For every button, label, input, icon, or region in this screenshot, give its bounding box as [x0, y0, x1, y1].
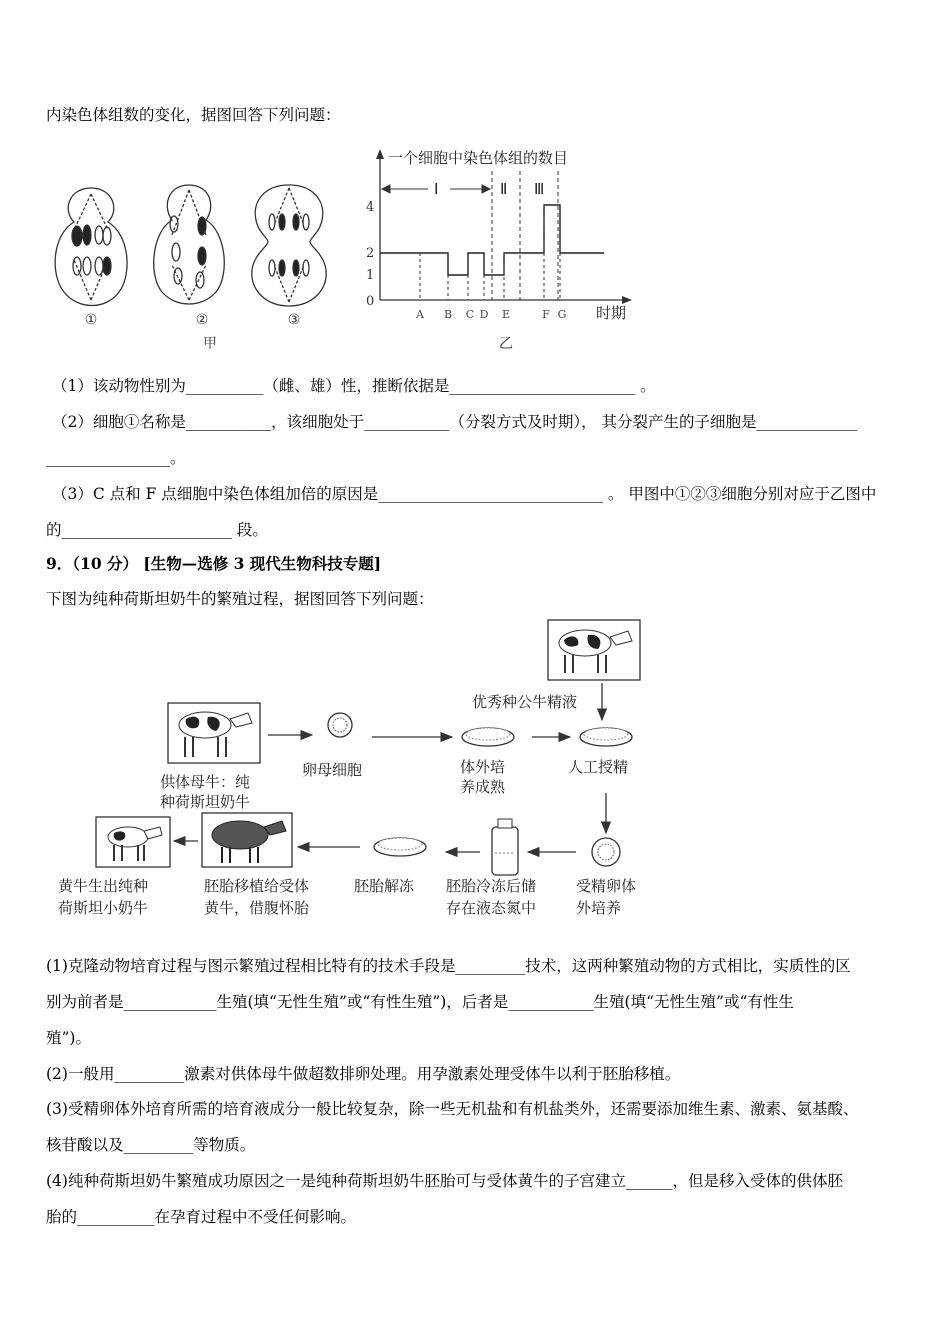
point-D: D — [479, 308, 489, 321]
part-1-line1: (1)克隆动物培育过程与图示繁殖过程相比特有的技术手段是_________技术，这两种繁殖动物的方式相比，实质性的区 — [46, 957, 851, 975]
part-4-line1: (4)纯种荷斯坦奶牛繁殖成功原因之一是纯种荷斯坦奶牛胚胎可与受体黄牛的子宫建立______，但是移入受体的供体胚 — [46, 1172, 843, 1190]
freeze-label-2: 存在液态氮中 — [446, 899, 537, 917]
cell-3-illustration — [252, 185, 326, 306]
ytick-4: 4 — [366, 200, 375, 215]
figure-jia-caption: 甲 — [203, 336, 217, 352]
bull-image — [548, 620, 640, 680]
calf-label-1: 黄牛生出纯种 — [58, 877, 149, 895]
dish-mature-icon — [462, 728, 514, 746]
x-axis-arrow — [622, 296, 632, 304]
donor-cow-image — [168, 703, 260, 763]
donor-label-1: 供体母牛：纯 — [160, 773, 251, 791]
ytick-0: 0 — [366, 294, 375, 309]
calf-label-2: 荷斯坦小奶牛 — [58, 899, 149, 917]
culture-label-1: 受精卵体 — [576, 877, 637, 895]
cell-2-illustration — [154, 185, 225, 304]
bull-semen-label: 优秀种公牛精液 — [472, 693, 578, 711]
oocyte-label: 卵母细胞 — [302, 761, 363, 779]
thaw-label: 胚胎解冻 — [354, 877, 415, 895]
point-A: A — [416, 308, 424, 321]
question-2-line2: ________________。 — [46, 449, 186, 467]
dish-thaw-icon — [374, 838, 426, 856]
part-1-line2: 别为前者是____________生殖(填“无性生殖”或“有性生殖”)，后者是___________生殖(填“无性生殖”或“有性生 — [46, 993, 794, 1011]
part-1-line3: 殖”)。 — [46, 1029, 91, 1047]
transfer-label-2: 黄牛，借腹怀胎 — [204, 899, 310, 917]
question-3-line1: （3）C 点和 F 点细胞中染色体组加倍的原因是_____________________________ 。 甲图中①②③细胞分别对应于乙图中 — [52, 485, 877, 503]
point-E: E — [501, 308, 511, 321]
cell-1-illustration — [55, 188, 127, 306]
stage-1-label: Ⅰ — [434, 180, 439, 198]
part-4-line2: 胎的__________在孕育过程中不受任何影响。 — [46, 1208, 357, 1226]
y-axis-label: 一个细胞中染色体组的数目 — [388, 149, 569, 167]
figure-jia-cells — [44, 180, 334, 360]
donor-label-2: 种荷斯坦奶牛 — [160, 793, 251, 811]
question-1: （1）该动物性别为__________（雌、雄）性，推断依据是________________________ 。 — [52, 377, 656, 395]
zygote-icon — [592, 838, 620, 866]
mature-label-2: 养成熟 — [460, 778, 506, 796]
cell-3-label: ③ — [287, 312, 301, 328]
part-3-line2: 核苷酸以及_________等物质。 — [46, 1136, 256, 1154]
cell-1-label: ① — [84, 312, 98, 328]
calf-image — [96, 817, 170, 867]
question-3-line2: 的______________________ 段。 — [46, 521, 268, 539]
stage-3-label: Ⅲ — [534, 180, 545, 198]
recipient-cow-image — [202, 813, 292, 867]
dish-fertilize-icon — [580, 728, 632, 746]
figure-yi-chart — [360, 145, 640, 360]
culture-label-2: 外培养 — [576, 899, 622, 917]
figure-yi-caption: 乙 — [499, 336, 513, 352]
ytick-2: 2 — [366, 246, 375, 261]
x-axis-label: 时期 — [596, 304, 627, 322]
intro-text: 内染色体组数的变化，据图回答下列问题： — [46, 106, 341, 124]
stage-brackets — [380, 171, 558, 300]
ytick-1: 1 — [366, 268, 375, 283]
stage-2-label: Ⅱ — [500, 180, 508, 198]
transfer-label-1: 胚胎移植给受体 — [204, 877, 310, 895]
oocyte-icon — [328, 713, 352, 737]
mature-label-1: 体外培 — [460, 758, 506, 776]
nitrogen-tank-icon — [492, 819, 518, 875]
point-B: B — [443, 308, 453, 321]
fertilize-label: 人工授精 — [568, 758, 629, 776]
freeze-label-1: 胚胎冷冻后储 — [446, 877, 537, 895]
question-9-intro: 下图为纯种荷斯坦奶牛的繁殖过程，据图回答下列问题： — [46, 590, 434, 608]
point-C: C — [465, 308, 475, 321]
cattle-breeding-flow — [50, 615, 660, 930]
question-9-title: 9．（10 分） [生物—选修 3 现代生物科技专题] — [46, 554, 382, 573]
cell-2-label: ② — [195, 312, 209, 328]
part-2: (2)一般用_________激素对供体母牛做超数排卵处理。用孕激素处理受体牛以利于胚胎移植。 — [46, 1065, 681, 1083]
y-axis-arrow — [376, 149, 384, 159]
point-G: G — [557, 308, 567, 321]
point-F: F — [542, 308, 550, 321]
question-2-line1: （2）细胞①名称是___________，该细胞处于___________（分裂方式及时期）， 其分裂产生的子细胞是_____________ — [52, 413, 858, 431]
part-3-line1: (3)受精卵体外培育所需的培育液成分一般比较复杂，除一些无机盐和有机盐类外，还需要添加维生素、激素、氨基酸、 — [46, 1100, 859, 1118]
